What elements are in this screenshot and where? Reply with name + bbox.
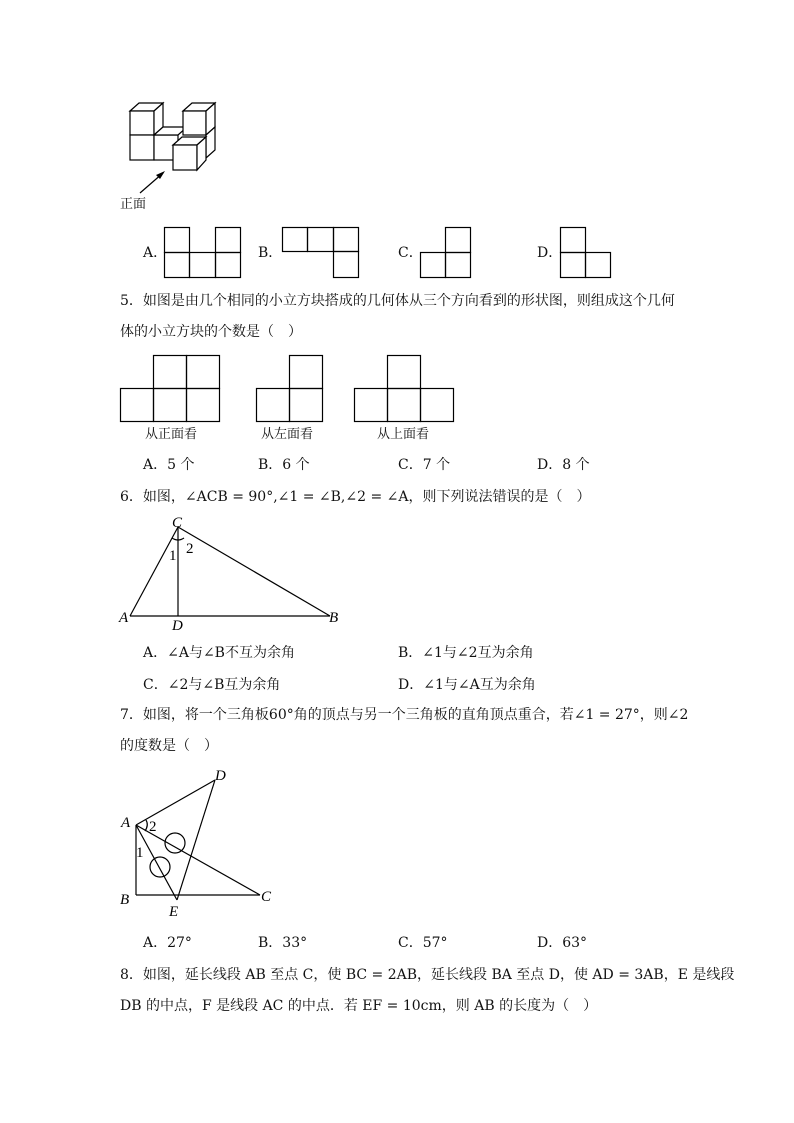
q6-option-b: B．∠1与∠2互为余角 [398,645,534,661]
q7-option-b: B．33° [258,935,308,951]
q4-option-d-letter: D． [537,245,563,261]
q7-stem-line2: 的度数是（ ） [120,738,218,754]
q6-option-c: C．∠2与∠B互为余角 [143,677,281,693]
q5-stem-line1: 5．如图是由几个相同的小立方块搭成的几何体从三个方向看到的形状图，则组成这个几何 [120,293,675,309]
q5-option-a: A．5 个 [143,457,195,473]
front-direction-label: 正面 [120,197,147,212]
q7-angle-1: 1 [136,845,144,861]
q7-label-e: E [169,904,179,920]
q5-stem-line2: 体的小立方块的个数是（ ） [120,324,302,340]
q5-caption-front: 从正面看 [145,427,198,442]
q6-angle-1: 1 [169,548,177,564]
q7-label-b: B [120,892,130,908]
q6-stem: 6．如图，∠ACB = 90°,∠1 = ∠B,∠2 = ∠A，则下列说法错误的是（ ） [120,489,591,505]
q7-label-d: D [215,768,226,784]
q4-option-c-figure [420,227,472,279]
q7-label-c: C [261,889,272,905]
q8-stem-line1: 8．如图，延长线段 AB 至点 C，使 BC = 2AB，延长线段 BA 至点 D，使 AD = 3AB，E 是线段 [120,967,735,983]
q7-option-c: C．57° [398,935,448,951]
q6-angle-2: 2 [186,541,194,557]
q7-option-a: A．27° [143,935,192,951]
q6-label-d: D [172,618,183,634]
q4-option-b-figure [282,227,360,279]
q6-triangle-figure [115,512,350,632]
q5-front-view [120,355,220,423]
q4-option-a-figure [164,227,242,279]
q5-option-c: C．7 个 [398,457,451,473]
q6-label-b: B [329,610,339,626]
q7-label-a: A [121,815,131,831]
q5-option-b: B．6 个 [258,457,310,473]
q5-caption-left: 从左面看 [261,427,314,442]
q6-label-c: C [172,515,183,531]
q6-option-d: D．∠1与∠A互为余角 [398,677,536,693]
cube-structure-figure [115,98,225,208]
q4-option-b-letter: B． [258,245,283,261]
q6-label-a: A [119,610,129,626]
q4-option-c-letter: C． [398,245,423,261]
q5-top-view [354,355,454,423]
q8-stem-line2: DB 的中点，F 是线段 AC 的中点．若 EF = 10cm，则 AB 的长度为（ ） [120,998,598,1014]
q5-left-view [256,355,324,423]
q7-triangle-figure [115,765,285,925]
q5-caption-top: 从上面看 [377,427,430,442]
q4-option-d-figure [560,227,612,279]
q7-option-d: D．63° [537,935,588,951]
q6-option-a: A．∠A与∠B不互为余角 [143,645,295,661]
q4-option-a-letter: A． [143,245,168,261]
q7-angle-2: 2 [149,819,157,835]
q7-stem-line1: 7．如图，将一个三角板60°角的顶点与另一个三角板的直角顶点重合，若∠1 = 27°，则∠2 [120,707,689,723]
q5-option-d: D．8 个 [537,457,590,473]
